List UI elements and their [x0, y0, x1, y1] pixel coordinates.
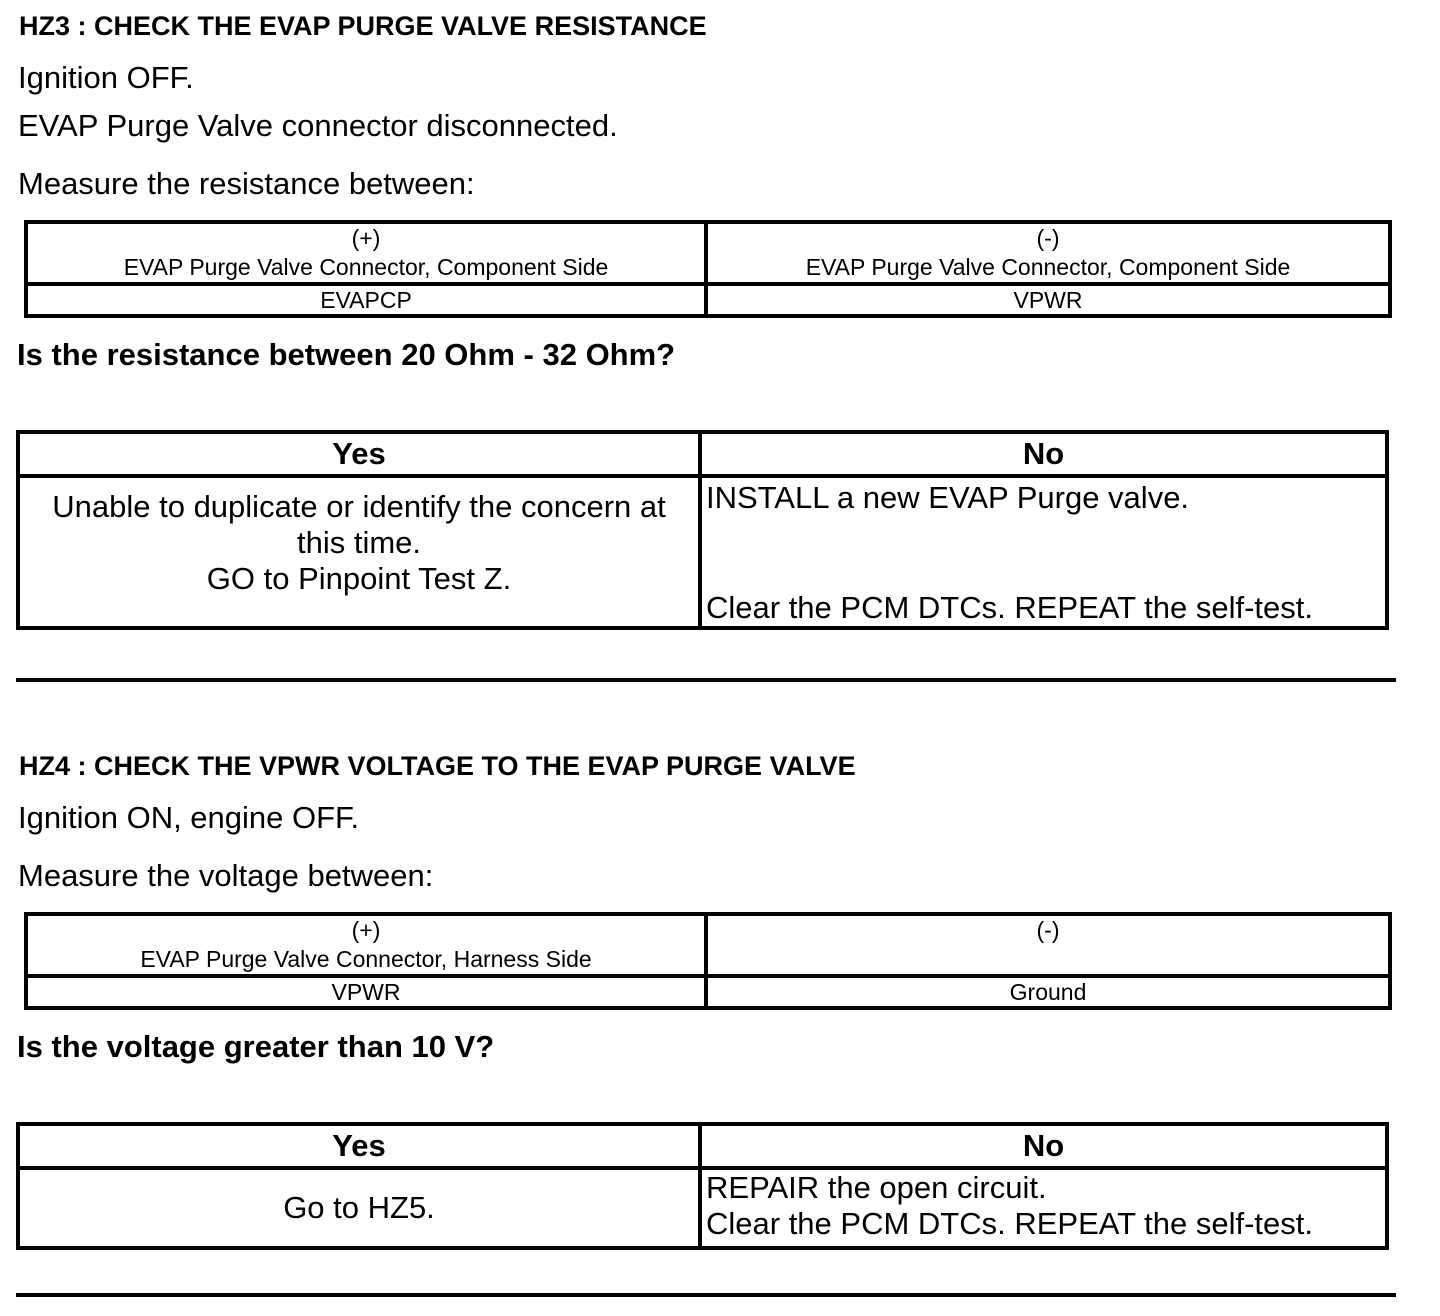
- measure-instruction-hz3: Measure the resistance between:: [18, 166, 475, 201]
- measurement-table-hz3: [24, 220, 1392, 318]
- question-hz3: Is the resistance between 20 Ohm - 32 Ohm?: [17, 337, 676, 372]
- measure-instruction-hz4: Measure the voltage between:: [18, 858, 434, 893]
- positive-pin-value: EVAPCP: [26, 284, 706, 316]
- condition-ignition-on: Ignition ON, engine OFF.: [18, 800, 360, 835]
- negative-sign: (-): [1036, 917, 1060, 943]
- negative-pin-value: VPWR: [706, 284, 1390, 316]
- no-line: REPAIR the open circuit.: [706, 1170, 1047, 1205]
- question-hz4: Is the voltage greater than 10 V?: [17, 1029, 495, 1064]
- positive-lead-header: [26, 914, 706, 976]
- no-line: INSTALL a new EVAP Purge valve.: [706, 480, 1190, 515]
- no-line: Clear the PCM DTCs. REPEAT the self-test.: [706, 1206, 1313, 1241]
- negative-location: EVAP Purge Valve Connector, Component Side: [805, 254, 1291, 280]
- yes-line: GO to Pinpoint Test Z.: [206, 561, 512, 596]
- yes-header: Yes: [18, 432, 700, 476]
- yes-line: Unable to duplicate or identify the concern at: [52, 489, 666, 524]
- no-header: No: [700, 1124, 1387, 1168]
- negative-lead-header: [706, 222, 1390, 284]
- positive-sign: (+): [351, 917, 381, 943]
- yes-action: [18, 1168, 700, 1248]
- measurement-table-hz4: [24, 912, 1392, 1010]
- condition-ignition-off: Ignition OFF.: [18, 60, 194, 95]
- no-line: Clear the PCM DTCs. REPEAT the self-test.: [706, 590, 1313, 625]
- condition-connector-disconnected: EVAP Purge Valve connector disconnected.: [18, 108, 618, 143]
- positive-sign: (+): [351, 225, 381, 251]
- positive-location: EVAP Purge Valve Connector, Component Side: [123, 254, 609, 280]
- positive-location: EVAP Purge Valve Connector, Harness Side: [140, 946, 592, 972]
- result-table-hz3: [16, 430, 1389, 630]
- result-table-hz4: [16, 1122, 1389, 1250]
- positive-lead-header: [26, 222, 706, 284]
- section-divider: [16, 1293, 1396, 1297]
- negative-lead-header: [706, 914, 1390, 976]
- yes-action: [18, 476, 700, 628]
- no-header: No: [700, 432, 1387, 476]
- no-action: [700, 1168, 1387, 1248]
- yes-header: Yes: [18, 1124, 700, 1168]
- yes-line: this time.: [296, 525, 422, 560]
- step-title-hz3: HZ3 : CHECK THE EVAP PURGE VALVE RESISTANCE: [19, 11, 707, 41]
- yes-line: Go to HZ5.: [283, 1190, 435, 1225]
- section-divider: [16, 678, 1396, 682]
- positive-pin-value: VPWR: [26, 976, 706, 1008]
- step-title-hz4: HZ4 : CHECK THE VPWR VOLTAGE TO THE EVAP PURGE VALVE: [19, 751, 856, 781]
- negative-sign: (-): [1036, 225, 1060, 251]
- negative-pin-value: Ground: [706, 976, 1390, 1008]
- no-action: [700, 476, 1387, 628]
